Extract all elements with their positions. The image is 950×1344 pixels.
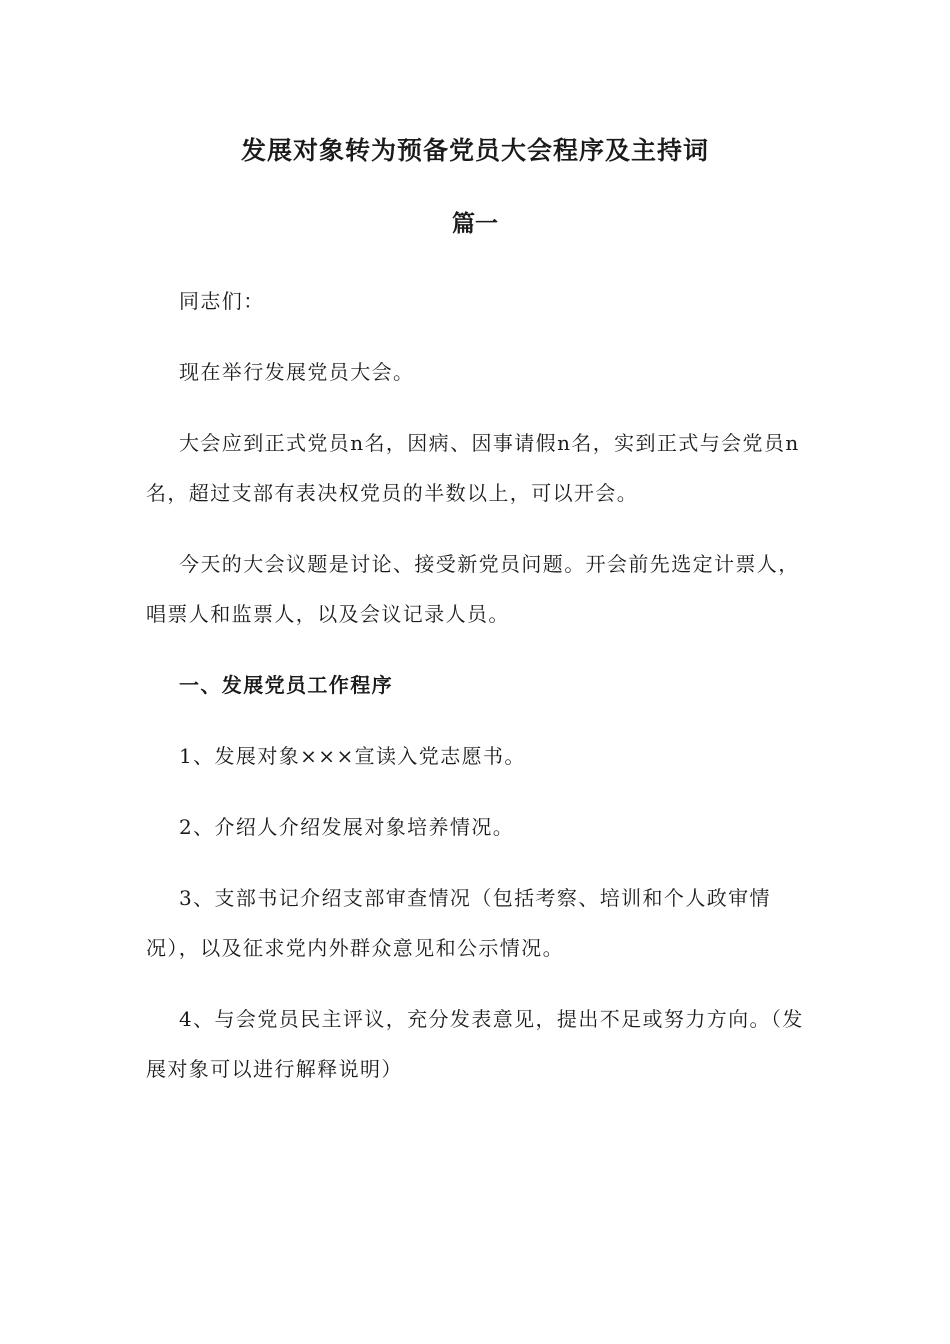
list-item-4: 4、与会党员民主评议，充分发表意见，提出不足或努力方向。（发展对象可以进行解释说明） — [146, 1007, 804, 1081]
list-item-2: 2、介绍人介绍发展对象培养情况。 — [179, 815, 515, 839]
paragraph-greeting: 同志们： — [179, 289, 265, 313]
document-subtitle: 篇一 — [452, 210, 498, 237]
list-item-3: 3、支部书记介绍支部审查情况（包括考察、培训和个人政审情况），以及征求党内外群众意见和公示情况。 — [146, 886, 771, 960]
section-heading: 一、发展党员工作程序 — [179, 673, 393, 697]
list-item-1: 1、发展对象×××宣读入党志愿书。 — [179, 744, 526, 768]
paragraph-agenda: 今天的大会议题是讨论、接受新党员问题。开会前先选定计票人，唱票人和监票人，以及会议记录人员。 — [146, 552, 800, 626]
document-title: 发展对象转为预备党员大会程序及主持词 — [240, 136, 709, 165]
paragraph-attendance: 大会应到正式党员n名，因病、因事请假n名，实到正式与会党员n名，超过支部有表决权党员的半数以上，可以开会。 — [146, 431, 800, 505]
paragraph-opening: 现在举行发展党员大会。 — [179, 360, 415, 384]
